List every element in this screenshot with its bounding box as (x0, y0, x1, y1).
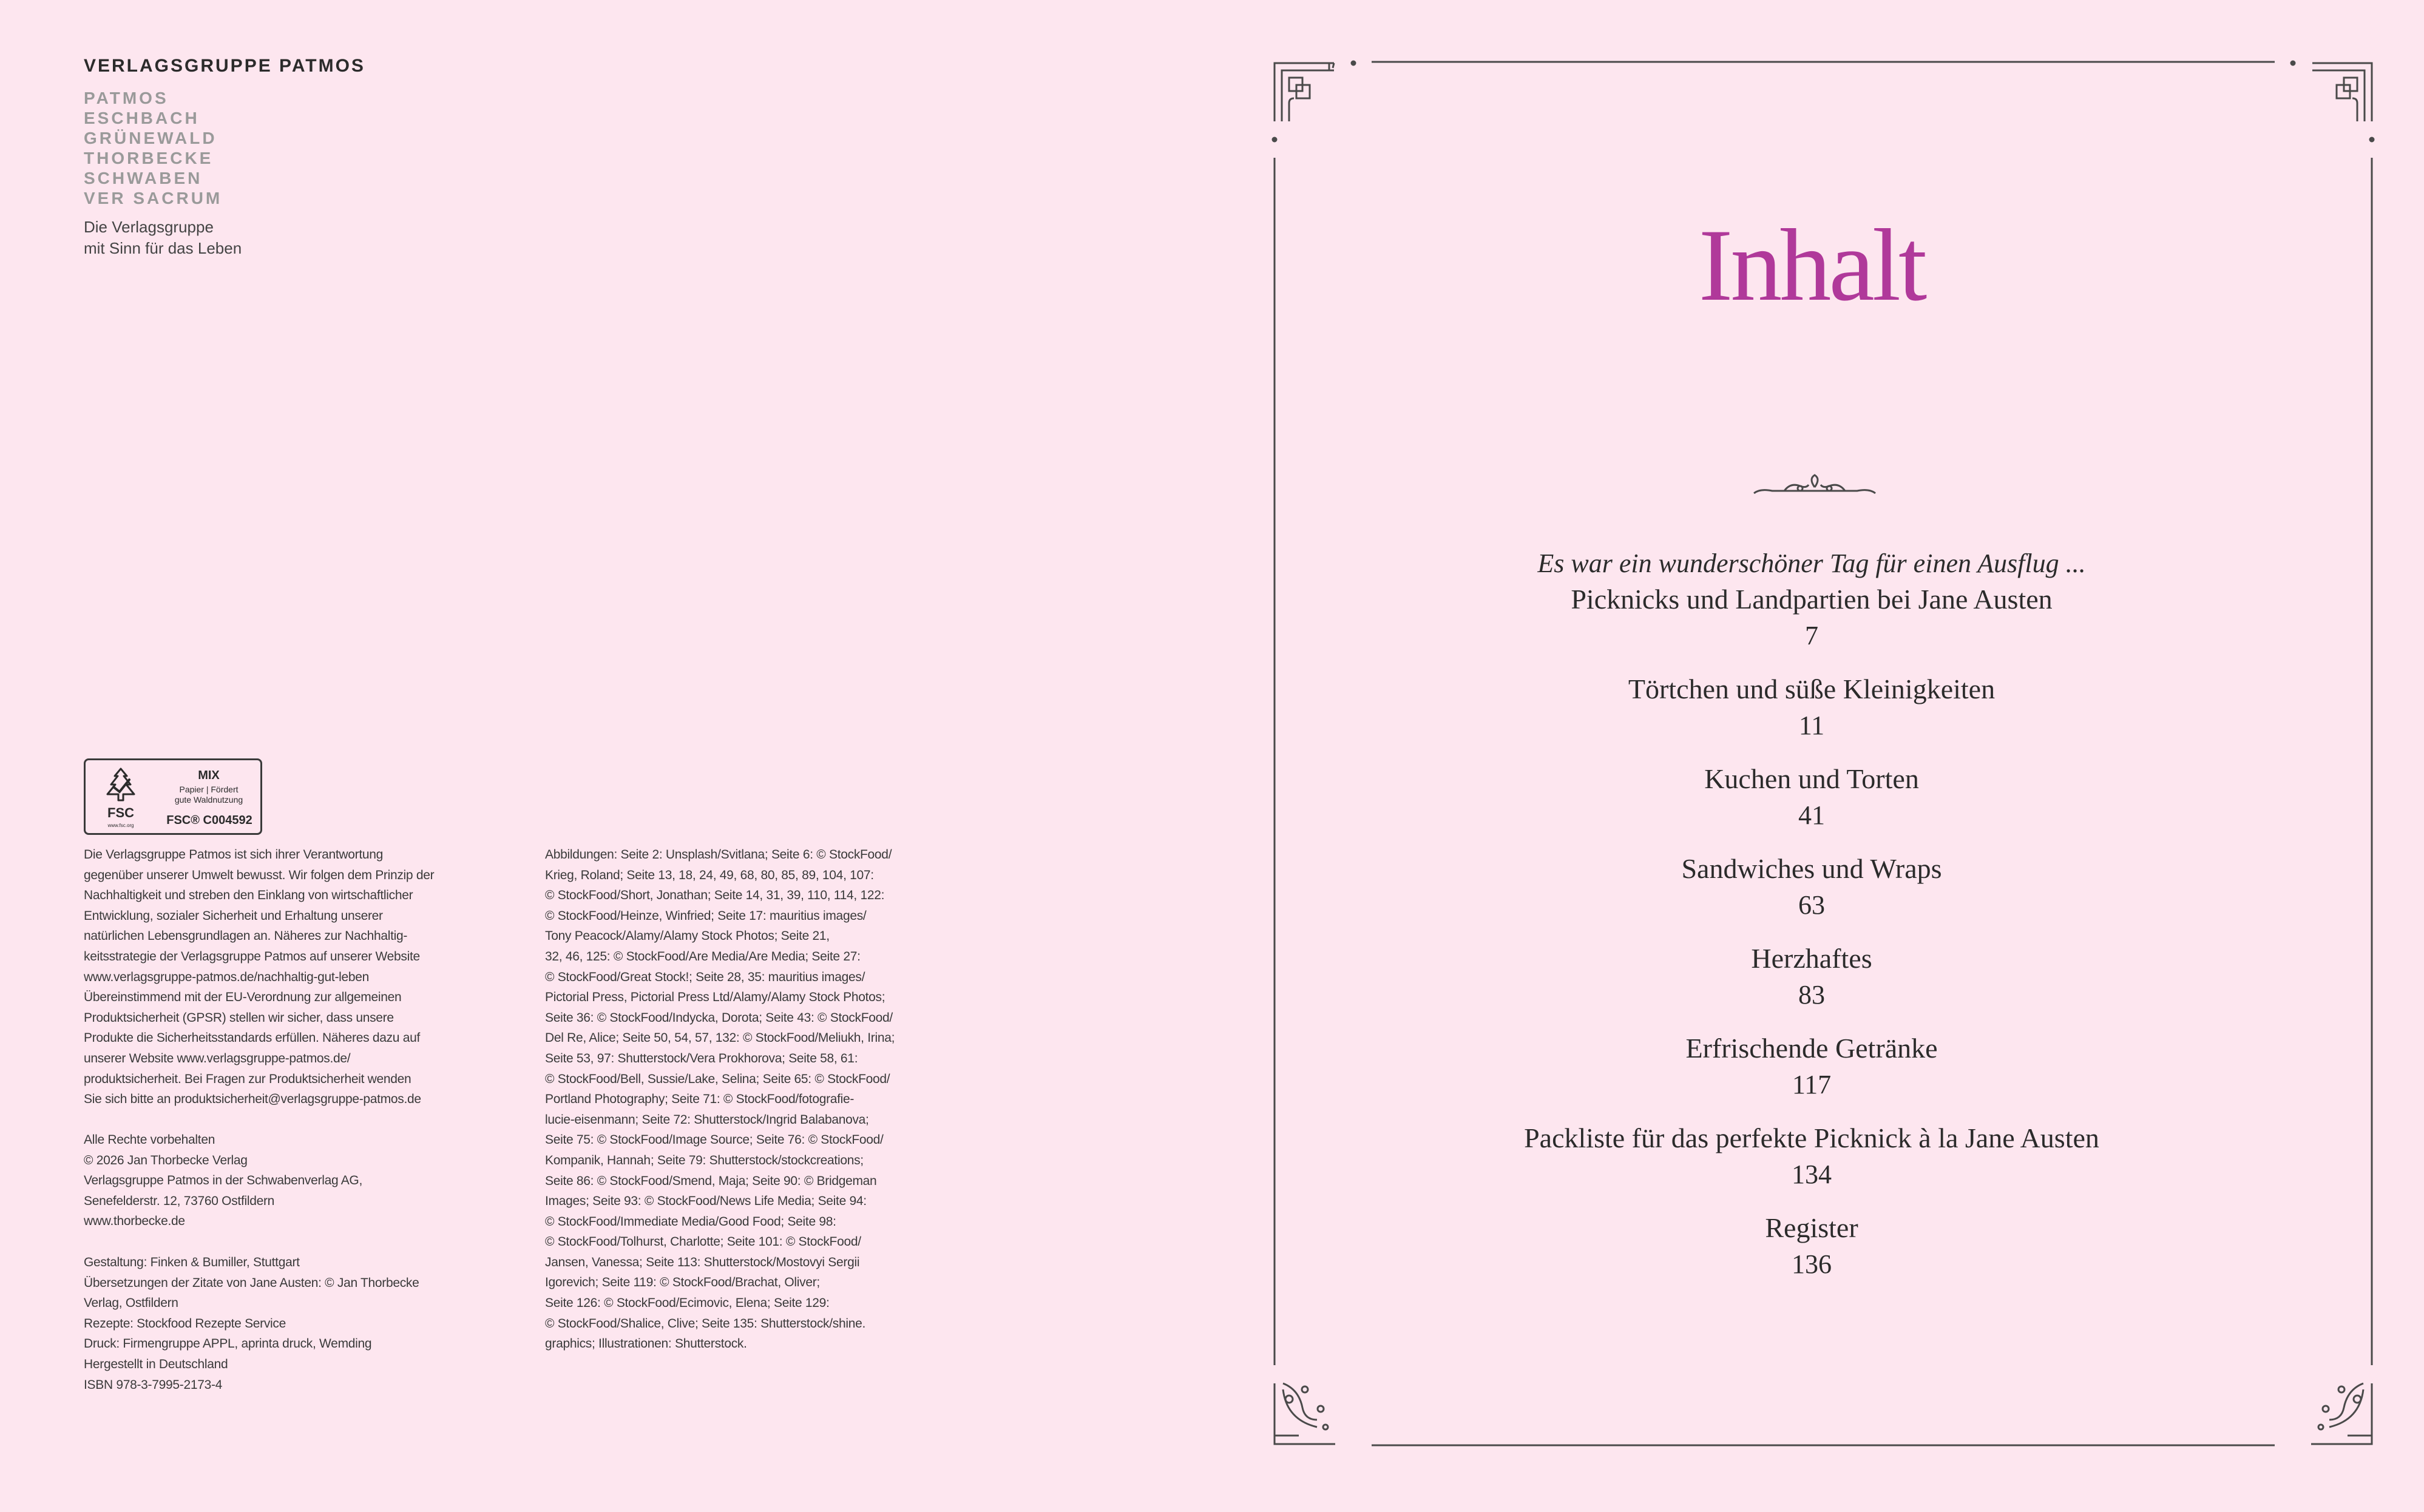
toc-entry[interactable] (1335, 1120, 2288, 1193)
text-line: Seite 53, 97: Shutterstock/Vera Prokhorova; Seite 58, 61: (545, 1051, 858, 1065)
tagline-line: mit Sinn für das Leben (84, 239, 242, 257)
text-line: Senefelderstr. 12, 73760 Ostfildern (84, 1193, 275, 1208)
toc-entry-title: Sandwiches und Wraps (1681, 853, 1942, 884)
text-line: Gestaltung: Finken & Bumiller, Stuttgart (84, 1255, 300, 1269)
text-line: Übersetzungen der Zitate von Jane Austen: © Jan Thorbecke (84, 1275, 419, 1290)
text-line: Sie sich bitte an produktsicherheit@verlagsgruppe-patmos.de (84, 1092, 421, 1107)
text-line: © StockFood/Tolhurst, Charlotte; Seite 101: © StockFood/ (545, 1235, 861, 1249)
toc-entry-title: Herzhaftes (1751, 943, 1872, 974)
text-line: © StockFood/Great Stock!; Seite 28, 35: mauritius images/ (545, 970, 865, 984)
text-line: Abbildungen: Seite 2: Unsplash/Svitlana; Seite 6: © StockFood/ (545, 848, 892, 862)
text-line: Verlag, Ostfildern (84, 1296, 178, 1311)
toc-entry-title: Törtchen und süße Kleinigkeiten (1628, 673, 1996, 704)
text-line: Rezepte: Stockfood Rezepte Service (84, 1316, 286, 1331)
toc-entry[interactable] (1335, 546, 2288, 654)
text-line: www.thorbecke.de (84, 1214, 185, 1229)
toc-entry-page: 11 (1798, 710, 1825, 740)
fsc-code: FSC® C004592 (166, 814, 252, 827)
text-line: © StockFood/Heinze, Winfried; Seite 17: mauritius images/ (545, 908, 867, 923)
text-line: © StockFood/Short, Jonathan; Seite 14, 31, 39, 110, 114, 122: (545, 888, 885, 903)
table-of-contents (1335, 546, 2288, 1300)
toc-entry[interactable] (1335, 671, 2288, 744)
toc-entry-page: 117 (1792, 1070, 1832, 1099)
toc-entry[interactable] (1335, 851, 2288, 923)
toc-entry-page: 83 (1798, 980, 1825, 1010)
text-line: Kompanik, Hannah; Seite 79: Shutterstock/stockcreations; (545, 1153, 864, 1167)
text-line: © 2026 Jan Thorbecke Verlag (84, 1153, 248, 1167)
toc-entry-title: Register (1765, 1212, 1858, 1243)
imprint-list (84, 88, 222, 208)
text-line: Produkte die Sicherheitsstandards erfüllen. Näheres dazu auf (84, 1031, 421, 1045)
toc-entry[interactable] (1335, 761, 2288, 834)
text-line: Alle Rechte vorbehalten (84, 1133, 215, 1147)
fsc-description-line: Papier | Fördert (179, 785, 239, 794)
text-line: keitsstrategie der Verlagsgruppe Patmos auf unserer Website (84, 949, 420, 964)
text-line: natürlichen Lebensgrundlagen an. Näheres zur Nachhaltig- (84, 929, 408, 943)
sustainability-statement (84, 845, 434, 1110)
text-line: Jansen, Vanessa; Seite 113: Shutterstock/Mostovyi Sergii (545, 1255, 860, 1269)
imprint-item: GRÜNEWALD (84, 129, 217, 147)
corner-ornament-bottom-left-icon (1275, 1383, 1335, 1444)
fsc-mark: FSC (107, 805, 134, 820)
fsc-logo (84, 758, 262, 835)
imprint-item: ESCHBACH (84, 109, 200, 127)
toc-entry-page: 7 (1805, 621, 1818, 650)
text-line: Pictorial Press, Pictorial Press Ltd/Alamy/Alamy Stock Photos; (545, 990, 885, 1005)
text-line: Krieg, Roland; Seite 13, 18, 24, 49, 68, 80, 85, 89, 104, 107: (545, 868, 874, 882)
publisher-tagline (84, 217, 242, 259)
text-line: www.verlagsgruppe-patmos.de/nachhaltig-gut-leben (84, 970, 370, 984)
image-credits (545, 845, 895, 1354)
toc-entry-title: Packliste für das perfekte Picknick à la Jane Austen (1524, 1122, 2099, 1153)
text-line: lucie-eisenmann; Seite 72: Shutterstock/Ingrid Balabanova; (545, 1112, 869, 1127)
toc-entry-title: Erfrischende Getränke (1685, 1033, 1938, 1064)
flourish-divider-icon (1748, 470, 1881, 501)
tagline-line: Die Verlagsgruppe (84, 218, 214, 236)
text-line: graphics; Illustrationen: Shutterstock. (545, 1337, 747, 1351)
corner-ornament-top-left-icon (1273, 61, 1355, 141)
text-line: Images; Seite 93: © StockFood/News Life Media; Seite 94: (545, 1194, 867, 1209)
toc-entry-subtitle: Es war ein wunderschöner Tag für einen Ausflug ... (1537, 548, 2086, 578)
fsc-description-line: gute Waldnutzung (174, 795, 243, 805)
rights-statement (84, 1130, 362, 1232)
toc-entry-page: 136 (1792, 1249, 1832, 1279)
fsc-website: www.fsc.org (107, 823, 134, 828)
imprint-item: PATMOS (84, 89, 169, 107)
corner-ornament-bottom-right-icon (2311, 1383, 2372, 1444)
fsc-tree-check-icon (95, 765, 146, 831)
text-line: Portland Photography; Seite 71: © StockFood/fotografie- (545, 1092, 855, 1107)
corner-ornament-top-right-icon (2291, 61, 2374, 141)
text-line: Entwicklung, sozialer Sicherheit und Erhaltung unserer (84, 908, 383, 923)
text-line: Igorevich; Seite 119: © StockFood/Brachat, Oliver; (545, 1275, 820, 1290)
fsc-description (163, 785, 254, 805)
imprint-item: VER SACRUM (84, 189, 223, 208)
text-line: © StockFood/Immediate Media/Good Food; Seite 98: (545, 1214, 836, 1229)
text-line: Tony Peacock/Alamy/Alamy Stock Photos; Seite 21, (545, 929, 830, 943)
toc-entry-title: Kuchen und Torten (1704, 763, 1919, 794)
toc-entry-title: Picknicks und Landpartien bei Jane Austen (1571, 584, 2053, 615)
text-line: Die Verlagsgruppe Patmos ist sich ihrer Verantwortung (84, 848, 384, 862)
toc-entry-page: 63 (1798, 890, 1825, 920)
toc-entry[interactable] (1335, 940, 2288, 1013)
toc-entry[interactable] (1335, 1030, 2288, 1103)
text-line: Seite 75: © StockFood/Image Source; Seite 76: © StockFood/ (545, 1133, 884, 1147)
text-line: 32, 46, 125: © StockFood/Are Media/Are Media; Seite 27: (545, 949, 861, 964)
text-line: Seite 126: © StockFood/Ecimovic, Elena; Seite 129: (545, 1296, 830, 1311)
text-line: © StockFood/Bell, Sussie/Lake, Selina; Seite 65: © StockFood/ (545, 1072, 890, 1086)
text-line: Del Re, Alice; Seite 50, 54, 57, 132: © StockFood/Meliukh, Irina; (545, 1031, 895, 1045)
toc-entry-page: 134 (1792, 1159, 1832, 1189)
text-line: Druck: Firmengruppe APPL, aprinta druck, Wemding (84, 1337, 372, 1351)
text-line: gegenüber unserer Umwelt bewusst. Wir folgen dem Prinzip der (84, 868, 435, 882)
text-line: Produktsicherheit (GPSR) stellen wir sicher, dass unsere (84, 1010, 394, 1025)
toc-entry[interactable] (1335, 1210, 2288, 1283)
imprint-item: SCHWABEN (84, 169, 203, 187)
text-line: Seite 36: © StockFood/Indycka, Dorota; Seite 43: © StockFood/ (545, 1010, 893, 1025)
text-line: © StockFood/Shalice, Clive; Seite 135: Shutterstock/shine. (545, 1316, 866, 1331)
fsc-label: MIX (198, 769, 220, 782)
page-title: Inhalt (1698, 208, 1925, 322)
isbn: ISBN 978-3-7995-2173-4 (84, 1377, 223, 1392)
text-line: Hergestellt in Deutschland (84, 1357, 228, 1371)
text-line: Übereinstimmend mit der EU-Verordnung zur allgemeinen (84, 990, 402, 1005)
text-line: Seite 86: © StockFood/Smend, Maja; Seite 90: © Bridgeman (545, 1173, 877, 1188)
text-line: Nachhaltigkeit und streben den Einklang von wirtschaftlicher (84, 888, 413, 903)
publisher-name: VERLAGSGRUPPE PATMOS (84, 56, 365, 76)
text-line: produktsicherheit. Bei Fragen zur Produktsicherheit wenden (84, 1072, 411, 1086)
text-line: unserer Website www.verlagsgruppe-patmos.de/ (84, 1051, 351, 1065)
toc-entry-page: 41 (1798, 800, 1825, 830)
production-credits (84, 1252, 419, 1395)
imprint-item: THORBECKE (84, 149, 214, 167)
text-line: Verlagsgruppe Patmos in der Schwabenverlag AG, (84, 1173, 362, 1188)
